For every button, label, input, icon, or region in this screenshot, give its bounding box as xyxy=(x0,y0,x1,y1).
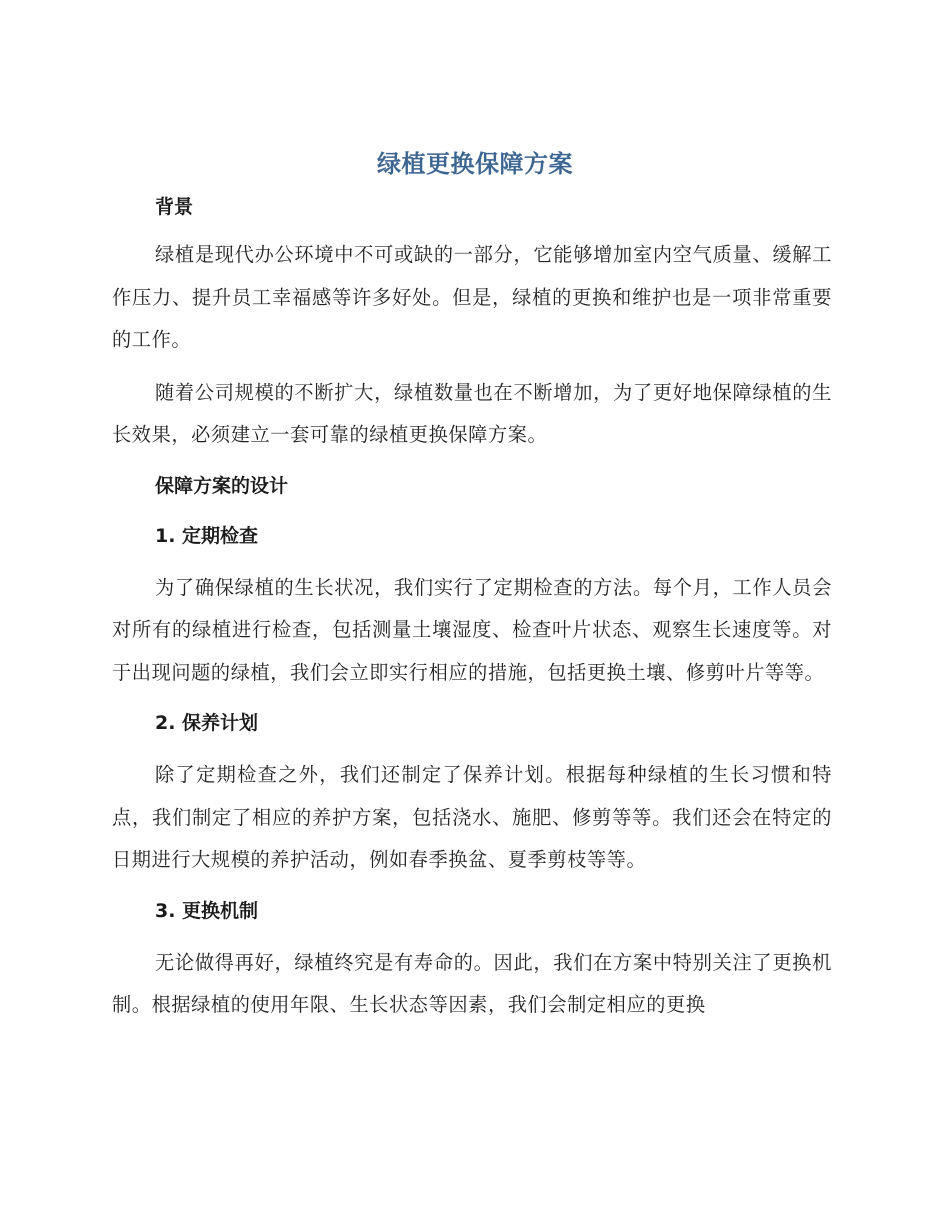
paragraph-replacement: 无论做得再好，绿植终究是有寿命的。因此，我们在方案中特别关注了更换机制。根据绿植的使用年限、生长状态等因素，我们会制定相应的更换 xyxy=(112,950,832,1016)
paragraph-background-1: 绿植是现代办公环境中不可或缺的一部分，它能够增加室内空气质量、缓解工作压力、提升员工幸福感等许多好处。但是，绿植的更换和维护也是一项非常重要的工作。 xyxy=(112,243,832,351)
document-body xyxy=(112,188,832,1037)
section-heading-inspection: 1. 定期检查 xyxy=(155,524,259,547)
paragraph-background-2: 随着公司规模的不断扩大，绿植数量也在不断增加，为了更好地保障绿植的生长效果，必须建立一套可靠的绿植更换保障方案。 xyxy=(112,380,832,446)
section-heading-design: 保障方案的设计 xyxy=(155,474,289,497)
paragraph-maintenance: 除了定期检查之外，我们还制定了保养计划。根据每种绿植的生长习惯和特点，我们制定了相应的养护方案，包括浇水、施肥、修剪等等。我们还会在特定的日期进行大规模的养护活动，例如春季换盆、夏季剪枝等等。 xyxy=(112,763,832,871)
section-heading-background: 背景 xyxy=(155,196,194,218)
document-title: 绿植更换保障方案 xyxy=(377,150,573,178)
section-heading-replacement: 3. 更换机制 xyxy=(155,899,259,922)
section-heading-maintenance: 2. 保养计划 xyxy=(155,712,259,734)
paragraph-inspection: 为了确保绿植的生长状况，我们实行了定期检查的方法。每个月，工作人员会对所有的绿植进行检查，包括测量土壤湿度、检查叶片状态、观察生长速度等。对于出现问题的绿植，我们会立即实行相应的措施，包括更换土壤、修剪叶片等等。 xyxy=(112,575,832,684)
